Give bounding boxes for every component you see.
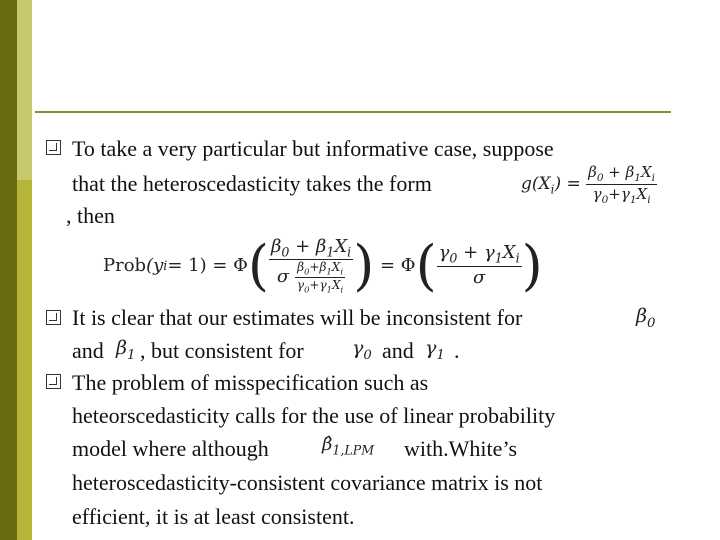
bullet3-line4: heteroscedasticity-consistent covariance matrix is not	[72, 470, 543, 495]
bullet3-line5: efficient, it is at least consistent.	[72, 504, 355, 529]
bullet2-and-a: and	[72, 338, 104, 363]
bullet-icon	[46, 374, 61, 389]
title-rule	[35, 111, 671, 113]
sidebar-light-stripe	[17, 0, 32, 540]
symbol-beta1: $\beta_1$	[116, 337, 136, 363]
bullet1-line2: that the heteroscedasticity takes the form	[72, 171, 432, 196]
bullet2-and-b: and	[382, 338, 414, 363]
bullet3-line3a: model where although	[72, 436, 269, 461]
bullet1-line3: , then	[66, 203, 115, 228]
bullet2-line1: It is clear that our estimates will be inconsistent for	[72, 305, 523, 330]
symbol-beta1-lpm: $\betâ_{1,LPM}$	[322, 434, 375, 458]
symbol-gamma0: $\gamma_0$	[352, 337, 372, 363]
symbol-beta0: $\beta_0$	[636, 305, 656, 331]
bullet-icon	[46, 310, 61, 325]
bullet3-line1: The problem of misspecification such as	[72, 370, 429, 395]
bullet3-line2: heteorscedasticity calls for the use of linear probability	[72, 403, 556, 428]
bullet-icon	[46, 140, 61, 155]
symbol-gamma1: $\gamma_1$	[425, 337, 445, 363]
sidebar-dark-stripe	[0, 0, 17, 540]
equation-probability: Prob (y i = 1) = Φ ( $\beta_0 + \beta_1X_i$ σ $\frac{\beta_0+\beta_1X_i}{\gamma_0+\gamma_1X_i}$ ) = Φ ( $\frac{\gamma_0 + \gamma_1X_i}{\sigma}$ )	[103, 233, 543, 297]
equation-g-form: $g(X_i)$ = $\frac{\beta_0 + \beta_1X_i}{\gamma_0+\gamma_1X_i}$	[521, 163, 656, 206]
bullet2-mid: , but consistent for	[140, 338, 304, 363]
bullet1-line1: To take a very particular but informative case, suppose	[72, 136, 554, 161]
bullet3-line3b: with.White’s	[404, 436, 518, 461]
bullet2-end: .	[454, 338, 460, 363]
